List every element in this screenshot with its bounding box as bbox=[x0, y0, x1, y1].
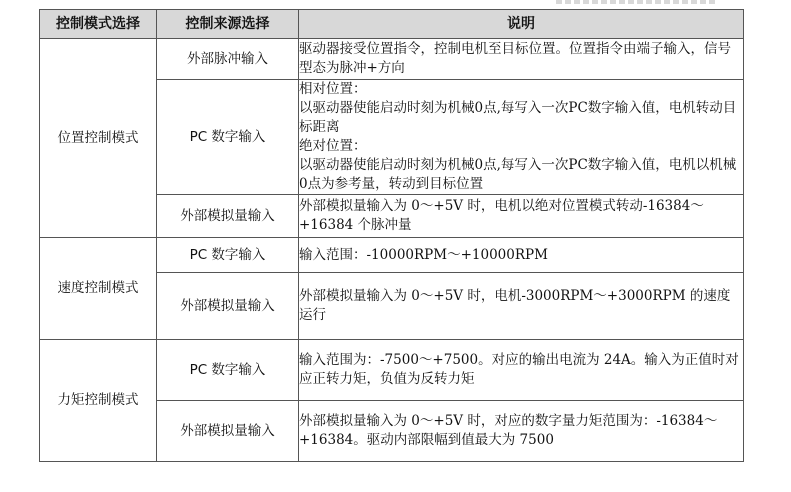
description-cell: 外部模拟量输入为 0～+5V 时，对应的数字量力矩范围为：-16384～+16384。驱动内部限幅到值最大为 7500 bbox=[299, 401, 744, 462]
description-cell: 输入范围：-10000RPM～+10000RPM bbox=[299, 238, 744, 273]
source-cell: 外部脉冲输入 bbox=[157, 39, 299, 80]
header-description: 说明 bbox=[299, 10, 744, 39]
mode-cell-position: 位置控制模式 bbox=[40, 39, 157, 238]
description-cell: 输入范围为：-7500～+7500。对应的输出电流为 24A。输入为正值时对应正转力矩，负值为反转力矩 bbox=[299, 340, 744, 401]
source-cell: 外部模拟量输入 bbox=[157, 195, 299, 238]
source-cell: 外部模拟量输入 bbox=[157, 273, 299, 340]
description-cell: 外部模拟量输入为 0～+5V 时，电机以绝对位置模式转动-16384～+16384 个脉冲量 bbox=[299, 195, 744, 238]
control-mode-table bbox=[39, 9, 744, 462]
source-cell: PC 数字输入 bbox=[157, 340, 299, 401]
source-cell: 外部模拟量输入 bbox=[157, 401, 299, 462]
source-cell: PC 数字输入 bbox=[157, 80, 299, 195]
table-header-row bbox=[40, 10, 744, 39]
header-mode: 控制模式选择 bbox=[40, 10, 157, 39]
table-row bbox=[40, 39, 744, 80]
description-cell: 相对位置： 以驱动器使能启动时刻为机械0点,每写入一次PC数字输入值，电机转动目标距离 绝对位置： 以驱动器使能启动时刻为机械0点,每写入一次PC数字输入值，电机以机械 0点为参考量，转动到目标位置 bbox=[299, 80, 744, 195]
source-cell: PC 数字输入 bbox=[157, 238, 299, 273]
table-row bbox=[40, 340, 744, 401]
top-edge-artifact bbox=[556, 0, 716, 4]
description-cell: 外部模拟量输入为 0～+5V 时，电机-3000RPM～+3000RPM 的速度运行 bbox=[299, 273, 744, 340]
mode-cell-torque: 力矩控制模式 bbox=[40, 340, 157, 462]
table-row bbox=[40, 238, 744, 273]
header-source: 控制来源选择 bbox=[157, 10, 299, 39]
description-cell: 驱动器接受位置指令，控制电机至目标位置。位置指令由端子输入，信号型态为脉冲+方向 bbox=[299, 39, 744, 80]
mode-cell-speed: 速度控制模式 bbox=[40, 238, 157, 340]
